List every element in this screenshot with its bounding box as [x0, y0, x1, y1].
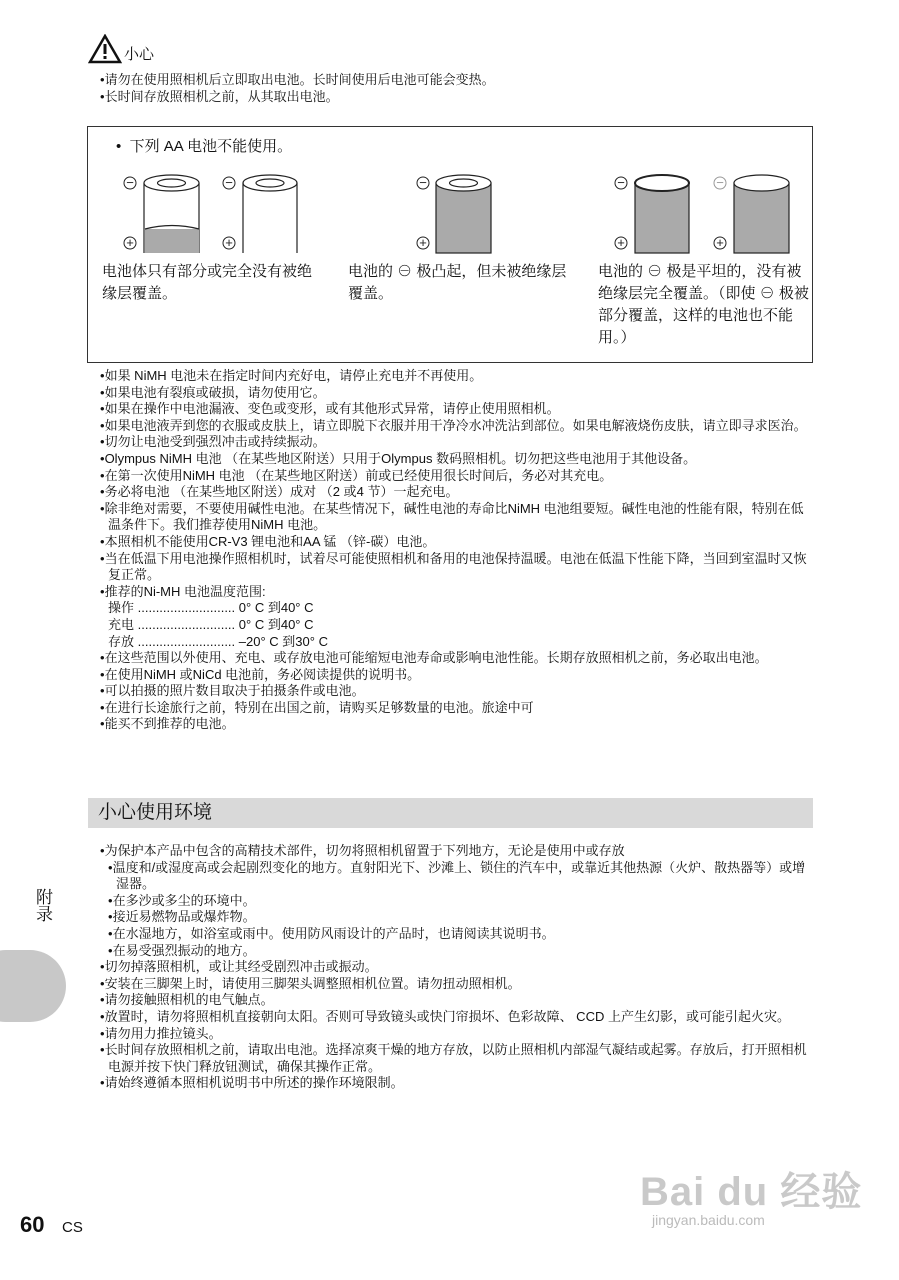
- svg-text:+: +: [225, 235, 233, 250]
- svg-text:−: −: [419, 175, 427, 190]
- list-subitem: •在易受强烈振动的地方。: [108, 942, 256, 958]
- list-item: •切勿掉落照相机，或让其经受剧烈冲击或振动。: [100, 959, 378, 975]
- battery-flat-terminal-partial-icon: [635, 175, 689, 253]
- list-item: •务必将电池 （在某些地区附送）成对 （2 或4 节）一起充电。: [100, 484, 459, 500]
- section-heading: 小心使用环境: [88, 798, 813, 828]
- list-item: •在第一次使用NiMH 电池 （在某些地区附送）前或已经使用很长时间后，务必对其充电。: [100, 467, 613, 483]
- caption-flat-terminal: 电池的 ⊖ 极是平坦的，没有被绝缘层完全覆盖。（即使 ⊖ 极被部分覆盖，这样的电池也不能用。）: [598, 263, 809, 346]
- caption-partial-cover: 电池体只有部分或完全没有被绝缘层覆盖。: [102, 263, 313, 302]
- temp-row-operate: 操作 ........................... 0° C 到40° C: [108, 600, 314, 616]
- list-item: •安装在三脚架上时，请使用三脚架头调整照相机位置。请勿扭动照相机。: [100, 975, 521, 991]
- battery-uncovered-icon: [243, 175, 297, 253]
- watermark-logo: Bai du 经验: [640, 1170, 863, 1214]
- svg-text:+: +: [419, 235, 427, 250]
- list-item: •在进行长途旅行之前，特别在出国之前，请购买足够数量的电池。旅途中可: [100, 699, 534, 715]
- svg-text:+: +: [617, 235, 625, 250]
- battery-partial-cover-icon: [144, 175, 199, 253]
- caution-heading: [88, 34, 154, 64]
- temp-row-storage: 存放 ........................... –20° C 到30° C: [108, 633, 328, 649]
- list-subitem: •温度和/或湿度高或会起剧烈变化的地方。直射阳光下、沙滩上、锁住的汽车中，或靠近其他热源（火炉、散热器等）或增湿器。: [108, 859, 806, 892]
- caption-raised-terminal: 电池的 ⊖ 极凸起，但未被绝缘层覆盖。: [348, 263, 567, 302]
- list-item: •如果 NiMH 电池未在指定时间内充好电，请停止充电并不再使用。: [100, 368, 483, 383]
- page-number: 60: [20, 1212, 45, 1237]
- list-item: •推荐的Ni-MH 电池温度范围:: [100, 583, 266, 599]
- caution-list: [100, 72, 815, 105]
- list-item: •可以拍摄的照片数目取决于拍摄条件或电池。: [100, 683, 365, 699]
- list-item: •为保护本产品中包含的高精技术部件，切勿将照相机留置于下列地方，无论是使用中或存放: [100, 843, 625, 858]
- list-item: •如果电池液弄到您的衣服或皮肤上，请立即脱下衣服并用干净冷水冲洗沾到部位。如果电解液烧伤皮肤，请立即寻求医治。: [100, 417, 807, 433]
- list-item: •请勿接触照相机的电气触点。: [100, 992, 274, 1008]
- side-tab-label: 附录: [33, 888, 52, 922]
- watermark-url: jingyan.baidu.com: [652, 1212, 765, 1228]
- list-item: •切勿让电池受到强烈冲击或持续振动。: [100, 434, 326, 450]
- list-item: •能买不到推荐的电池。: [100, 716, 235, 732]
- list-item: •放置时，请勿将照相机直接朝向太阳。否则可导致镜头或快门帘损坏、色彩故障、 CCD 上产生幻影，或可能引起火灾。: [100, 1008, 790, 1024]
- list-subitem: •在多沙或多尘的环境中。: [108, 892, 256, 908]
- page-language: CS: [62, 1219, 83, 1236]
- list-item: •除非绝对需要，不要使用碱性电池。在某些情况下，碱性电池的寿命比NiMH 电池组要短。碱性电池的性能有限，特别在低温条件下。我们推荐使用NiMH 电池。: [100, 500, 804, 533]
- list-item: •当在低温下用电池操作照相机时，试着尽可能使照相机和备用的电池保持温暖。电池在低温下性能下降，当回到室温时又恢复正常。: [100, 550, 807, 583]
- side-tab: [0, 950, 66, 1022]
- list-item: •如果在操作中电池漏液、变色或变形，或有其他形式异常，请停止使用照相机。: [100, 401, 560, 417]
- list-item: •在这些范围以外使用、充电、或存放电池可能缩短电池寿命或影响电池性能。长期存放照相机之前，务必取出电池。: [100, 650, 768, 666]
- battery-flat-terminal-icon: [734, 175, 789, 253]
- list-item: •Olympus NiMH 电池 （在某些地区附送）只用于Olympus 数码照相机。切勿把这些电池用于其他设备。: [100, 450, 697, 466]
- svg-text:−: −: [225, 175, 233, 190]
- list-item: •在使用NiMH 或NiCd 电池前，务必阅读提供的说明书。: [100, 666, 421, 682]
- list-item: •请勿用力推拉镜头。: [100, 1025, 222, 1041]
- list-item: •如果电池有裂痕或破损，请勿使用它。: [100, 384, 326, 400]
- svg-text:−: −: [716, 175, 724, 190]
- svg-text:+: +: [716, 235, 724, 250]
- battery-raised-terminal-icon: [436, 175, 491, 253]
- battery-notes: [100, 368, 815, 733]
- list-item: •长时间存放照相机之前，从其取出电池。: [100, 88, 339, 104]
- list-subitem: •接近易燃物品或爆炸物。: [108, 909, 256, 925]
- list-item: •请始终遵循本照相机说明书中所述的操作环境限制。: [100, 1075, 404, 1091]
- svg-text:−: −: [126, 175, 134, 190]
- caution-title: 小心: [124, 46, 155, 63]
- warning-icon: [88, 34, 122, 64]
- environment-notes: [100, 843, 815, 1092]
- battery-warning-box: [87, 126, 813, 363]
- svg-text:−: −: [617, 175, 625, 190]
- box-heading: • 下列 AA 电池不能使用。: [116, 138, 293, 155]
- temp-row-charge: 充电 ........................... 0° C 到40° C: [108, 616, 314, 632]
- list-item: •请勿在使用照相机后立即取出电池。长时间使用后电池可能会变热。: [100, 72, 495, 87]
- svg-text:+: +: [126, 235, 134, 250]
- list-item: •本照相机不能使用CR-V3 锂电池和AA 锰 （锌-碳）电池。: [100, 533, 436, 549]
- list-subitem: •在水湿地方，如浴室或雨中。使用防风雨设计的产品时，也请阅读其说明书。: [108, 925, 555, 941]
- battery-illustrations: [88, 127, 814, 267]
- list-item: •长时间存放照相机之前，请取出电池。选择凉爽干燥的地方存放，以防止照相机内部湿气凝结或起雾。存放后，打开照相机电源并按下快门释放钮测试，确保其操作正常。: [100, 1042, 807, 1074]
